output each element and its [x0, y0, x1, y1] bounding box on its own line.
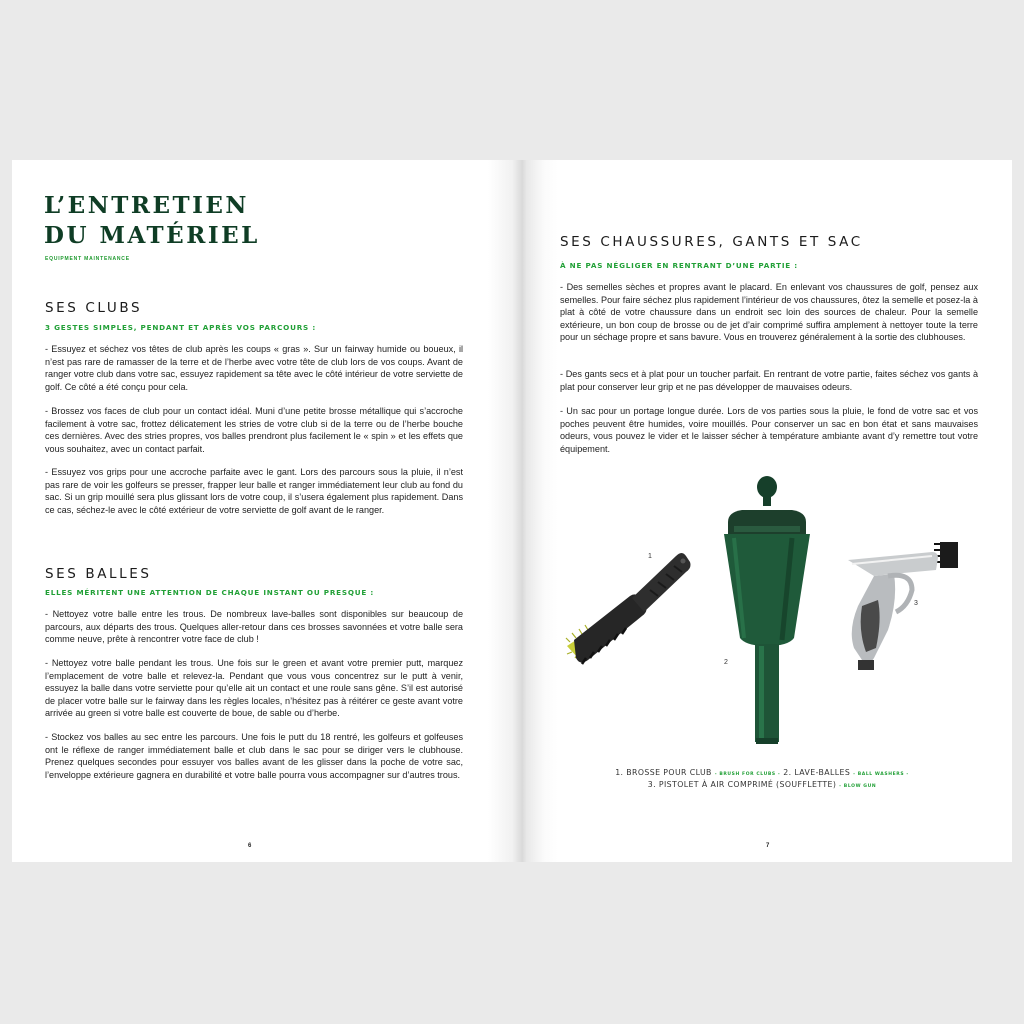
book-spread — [12, 160, 1012, 862]
page-number-right: 7 — [766, 843, 770, 849]
illustration-caption — [562, 768, 962, 792]
shoes-item-2: - Des gants secs et à plat pour un toucher parfait. En rentrant de votre partie, faites séchez vos gants à plat pour conserver leur grip et ne pas développer de mauvaises odeurs. — [560, 369, 978, 392]
clubs-subheading: 3 GESTES SIMPLES, PENDANT ET APRÈS VOS PARCOURS : — [45, 323, 316, 332]
title-line-1: L’ENTRETIEN — [44, 192, 249, 219]
caption-item-1: 1. BROSSE POUR CLUB — [615, 768, 712, 777]
title-subtitle: EQUIPMENT MAINTENANCE — [45, 256, 130, 262]
shoes-subheading: À NE PAS NÉGLIGER EN RENTRANT D’UNE PARTIE : — [560, 261, 798, 270]
title-line-2: DU MATÉRIEL — [44, 222, 260, 249]
clubs-item-3: - Essuyez vos grips pour une accroche parfaite avec le gant. Lors des parcours sous la pluie, il n’est pas rare de voir les golfeurs se presser, frapper leur balle et ranger immédiatement leur club au fond du sac. Si un grip mouillé sera plus glissant lors de votre coup, il s’usera également plus rapidement. Dans ce cas, séchez-le avec le côté extérieur de votre serviette de golf avant de le ranger. — [45, 467, 463, 515]
illustration-label-3: 3 — [914, 600, 918, 607]
left-page — [12, 160, 512, 862]
caption-item-2: 2. LAVE-BALLES — [783, 768, 851, 777]
balles-item-3: - Stockez vos balles au sec entre les parcours. Une fois le putt du 18 rentré, les golfeurs et golfeuses ont le réflexe de ranger immédiatement balle et club dans le sac pour se diriger vers le clubhouse. Prenez quelques secondes pour essuyer vos balles avant de les glisser dans la poche de votre sac, l’enveloppe extérieure gagnera en durabilité et votre balle pourra vous accompagner sur d’autres trous. — [45, 732, 463, 780]
balles-heading: SES BALLES — [45, 566, 152, 582]
page-number-left: 6 — [248, 843, 252, 849]
shoes-item-3: - Un sac pour un portage longue durée. Lors de vos parties sous la pluie, le fond de votre sac et vos poches peuvent être humides, voire mouillés. Pour conserver un sac en bon état et sans mauvaises odeurs, vous pouvez le vider et le laisser sécher à température ambiante avant d’y remettre tout votre équipement. — [560, 406, 978, 454]
clubs-item-2: - Brossez vos faces de club pour un contact idéal. Muni d’une petite brosse métallique qui s’accroche facilement à votre sac, frottez délicatement les stries de votre club si de la terre ou de l’herbe bouche ces dernières. Avec des stries propres, vos balles prendront plus facilement le « spin » et les effets que vous souhaitez, avec un contact parfait. — [45, 406, 463, 454]
balles-item-2: - Nettoyez votre balle pendant les trous. Une fois sur le green et avant votre premier putt, marquez l’emplacement de votre balle et relevez-la. Pendant que vous vous concentrez sur le putt à venir, essuyez la balle dans votre serviette pour qu’elle ait un contact et une roule sans gêne. S’il est autorisé de placer votre balle sur le fairway dans les règles locales, n’hésitez pas à réitérer ce geste avant votre arrivée au green si votre balle est couverte de boue, de sable ou d’herbe. — [45, 658, 463, 719]
shoes-item-1: - Des semelles sèches et propres avant le placard. En enlevant vos chaussures de golf, pensez aux semelles. Pour faire séchez plus rapidement l’intérieur de vos chaussures, ôtez la semelle et posez-la à plat à côté de votre chaussure dans un endroit sec loin des sources de chaleur. Pour la semelle extérieure, un bon coup de brosse ou de jet d’air comprimé suffira amplement à nettoyer toute la terre pour un séchage propre et sans bavure. Vous en trouverez généralement à la sortie des clubhouses. — [560, 282, 978, 343]
caption-item-1-en: - BRUSH FOR CLUBS - — [714, 772, 781, 777]
clubs-heading: SES CLUBS — [45, 300, 143, 316]
clubs-item-1: - Essuyez et séchez vos têtes de club après les coups « gras ». Sur un fairway humide ou boueux, il n’est pas rare de ramasser de la terre et de l’herbe avec votre tête de club lors de vos coups. Avant de ranger votre club dans votre sac, essuyez rapidement sa tête avec le côté intérieur de votre serviette de golf. Ce côté a été conçu pour cela. — [45, 344, 463, 392]
page-title — [44, 191, 344, 251]
caption-item-3: 3. PISTOLET À AIR COMPRIMÉ (SOUFFLETTE) — [647, 780, 837, 789]
illustration-label-2: 2 — [724, 659, 728, 666]
caption-item-2-en: - BALL WASHERS - — [853, 772, 909, 777]
balles-item-1: - Nettoyez votre balle entre les trous. De nombreux lave-balles sont disponibles sur beaucoup de parcours, aux départs des trous. Quelques aller-retour dans ces brosses savonnées et votre balle sera comme neuve, prête à rencontrer votre face de club ! — [45, 609, 463, 645]
shoes-heading: SES CHAUSSURES, GANTS ET SAC — [560, 234, 863, 250]
brush-for-clubs-illustration — [566, 553, 691, 664]
right-page — [512, 160, 1012, 862]
ball-washer-illustration — [724, 476, 810, 744]
caption-item-3-en: - BLOW GUN — [839, 784, 877, 789]
balles-subheading: ELLES MÉRITENT UNE ATTENTION DE CHAQUE INSTANT OU PRESQUE : — [45, 588, 375, 597]
equipment-illustration — [512, 160, 1012, 862]
blow-gun-illustration — [848, 542, 958, 670]
illustration-label-1: 1 — [648, 553, 652, 560]
